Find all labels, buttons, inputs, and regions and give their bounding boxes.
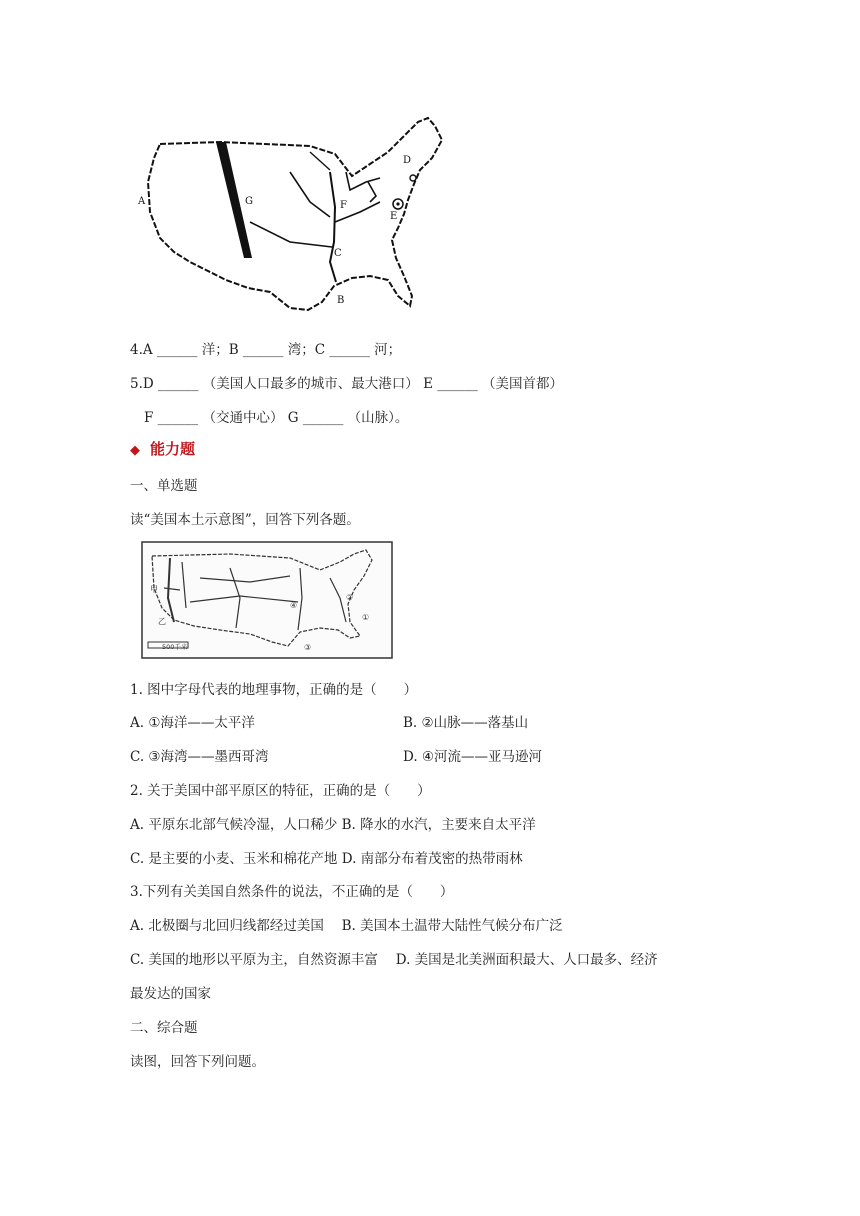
map2-scale-label: 500千米: [162, 643, 188, 651]
map2-marker-3: ③: [304, 643, 312, 652]
question-1-option-c: C. ③海湾——墨西哥湾: [130, 749, 269, 765]
map2-marker-jia: 甲: [150, 585, 158, 594]
part1-title: 一、单选题: [130, 478, 198, 494]
intro-text: 读“美国本土示意图”，回答下列各题。: [130, 512, 360, 528]
question-3-stem: 3.下列有关美国自然条件的说法，不正确的是（ ）: [130, 884, 454, 900]
section-heading: [130, 438, 195, 459]
map1-label-g: G: [245, 196, 253, 207]
us-map-figure-1: [130, 112, 455, 320]
question-2-options-ab: A. 平原东北部气候冷湿，人口稀少 B. 降水的水汽，主要来自太平洋: [130, 817, 536, 833]
map1-label-f: F: [340, 200, 347, 211]
part2-title: 二、综合题: [130, 1020, 198, 1036]
map2-marker-yi: 乙: [158, 617, 166, 626]
question-4-fill: 4.A ______ 洋；B ______ 湾；C ______ 河；: [130, 342, 402, 358]
question-1-option-d: D. ④河流——亚马逊河: [403, 749, 543, 765]
us-map-figure-2: [140, 538, 396, 662]
map1-label-a: A: [138, 196, 146, 207]
question-1-stem: 1. 图中字母代表的地理事物，正确的是（ ）: [130, 682, 418, 698]
question-3-options-ab: A. 北极圈与北回归线都经过美国 B. 美国本土温带大陆性气候分布广泛: [130, 918, 563, 934]
question-3-options-cd: C. 美国的地形以平原为主，自然资源丰富 D. 美国是北美洲面积最大、人口最多、经济: [130, 952, 658, 968]
map1-label-d: D: [403, 155, 412, 166]
question-1-option-a: A. ①海洋——太平洋: [130, 715, 255, 731]
question-3-options-cd-wrap: 最发达的国家: [130, 986, 211, 1002]
map1-label-b: B: [337, 295, 345, 306]
map2-marker-4: ④: [290, 601, 298, 610]
map1-outline: [148, 118, 442, 310]
question-2-options-cd: C. 是主要的小麦、玉米和棉花产地 D. 南部分布着茂密的热带雨林: [130, 851, 523, 867]
question-5-fill-line-1: 5.D ______ （美国人口最多的城市、最大港口） E ______ （美国首都）: [130, 376, 564, 392]
map2-marker-1: ①: [362, 613, 370, 622]
map1-label-e: E: [390, 211, 398, 222]
question-2-stem: 2. 关于美国中部平原区的特征，正确的是（ ）: [130, 783, 431, 799]
diamond-icon: ◆: [130, 443, 140, 458]
map1-label-c: C: [334, 248, 342, 259]
section-heading-text: 能力题: [150, 440, 196, 458]
map2-marker-2: ②: [346, 593, 354, 602]
question-1-option-b: B. ②山脉——落基山: [403, 715, 529, 731]
part2-intro: 读图，回答下列问题。: [130, 1054, 265, 1070]
question-5-fill-line-2: F ______ （交通中心） G ______ （山脉）。: [144, 410, 409, 426]
